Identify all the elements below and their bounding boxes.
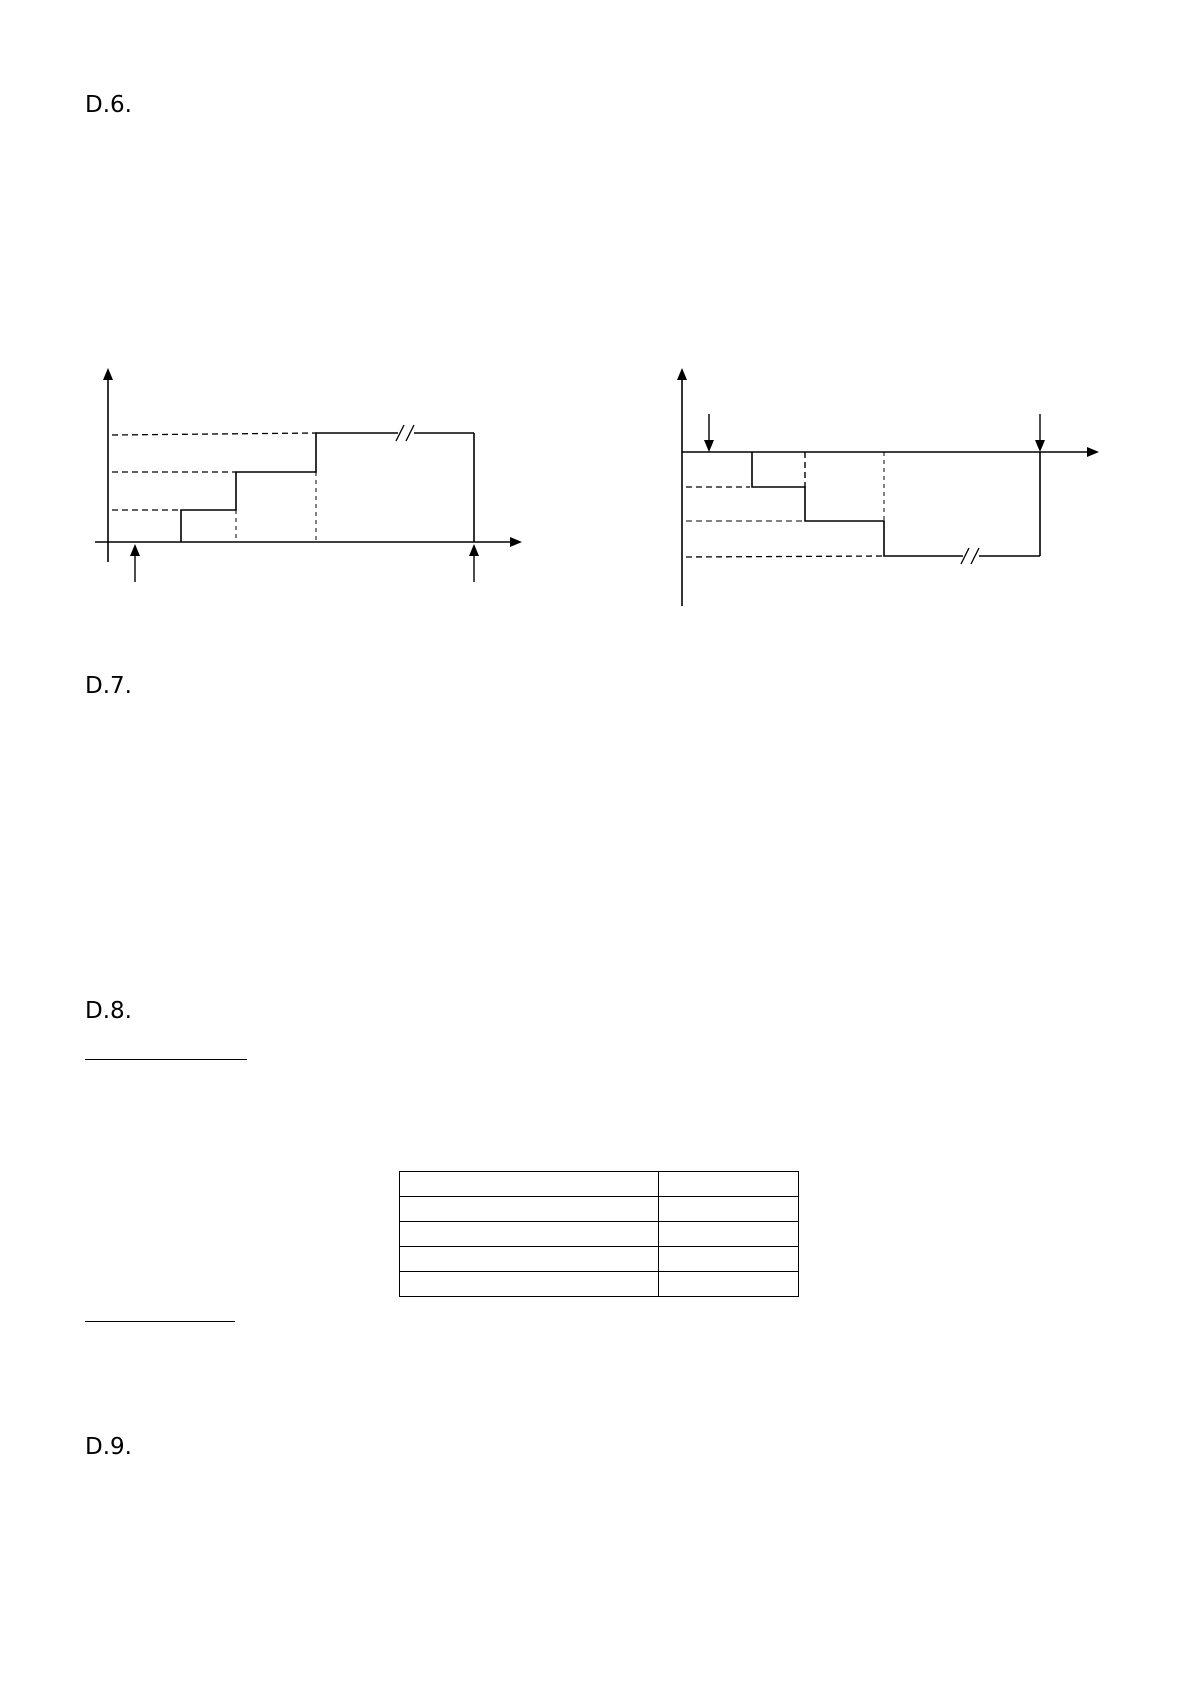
table-cell — [659, 1247, 799, 1272]
section-heading-d8: D.8. — [85, 998, 132, 1024]
table-cell — [659, 1172, 799, 1197]
table-row — [400, 1272, 799, 1297]
table-row — [400, 1172, 799, 1197]
table-cell — [659, 1197, 799, 1222]
table-cell — [400, 1247, 659, 1272]
table-cell — [400, 1172, 659, 1197]
break-mark-2 — [971, 548, 979, 564]
table-cell — [400, 1272, 659, 1297]
staircase-line — [752, 452, 963, 556]
table-row — [400, 1197, 799, 1222]
table-row — [400, 1222, 799, 1247]
table-cell — [400, 1222, 659, 1247]
section-heading-d9: D.9. — [85, 1434, 132, 1460]
dashed-level-3 — [686, 556, 884, 557]
table-cell — [659, 1222, 799, 1247]
table-cell — [659, 1272, 799, 1297]
empty-table — [399, 1171, 799, 1297]
section-heading-d7: D.7. — [85, 673, 132, 699]
underline-rule-2 — [85, 1321, 235, 1322]
table-row — [400, 1247, 799, 1272]
section-heading-d6: D.6. — [85, 92, 132, 118]
table-cell — [400, 1197, 659, 1222]
underline-rule-1 — [85, 1059, 247, 1060]
